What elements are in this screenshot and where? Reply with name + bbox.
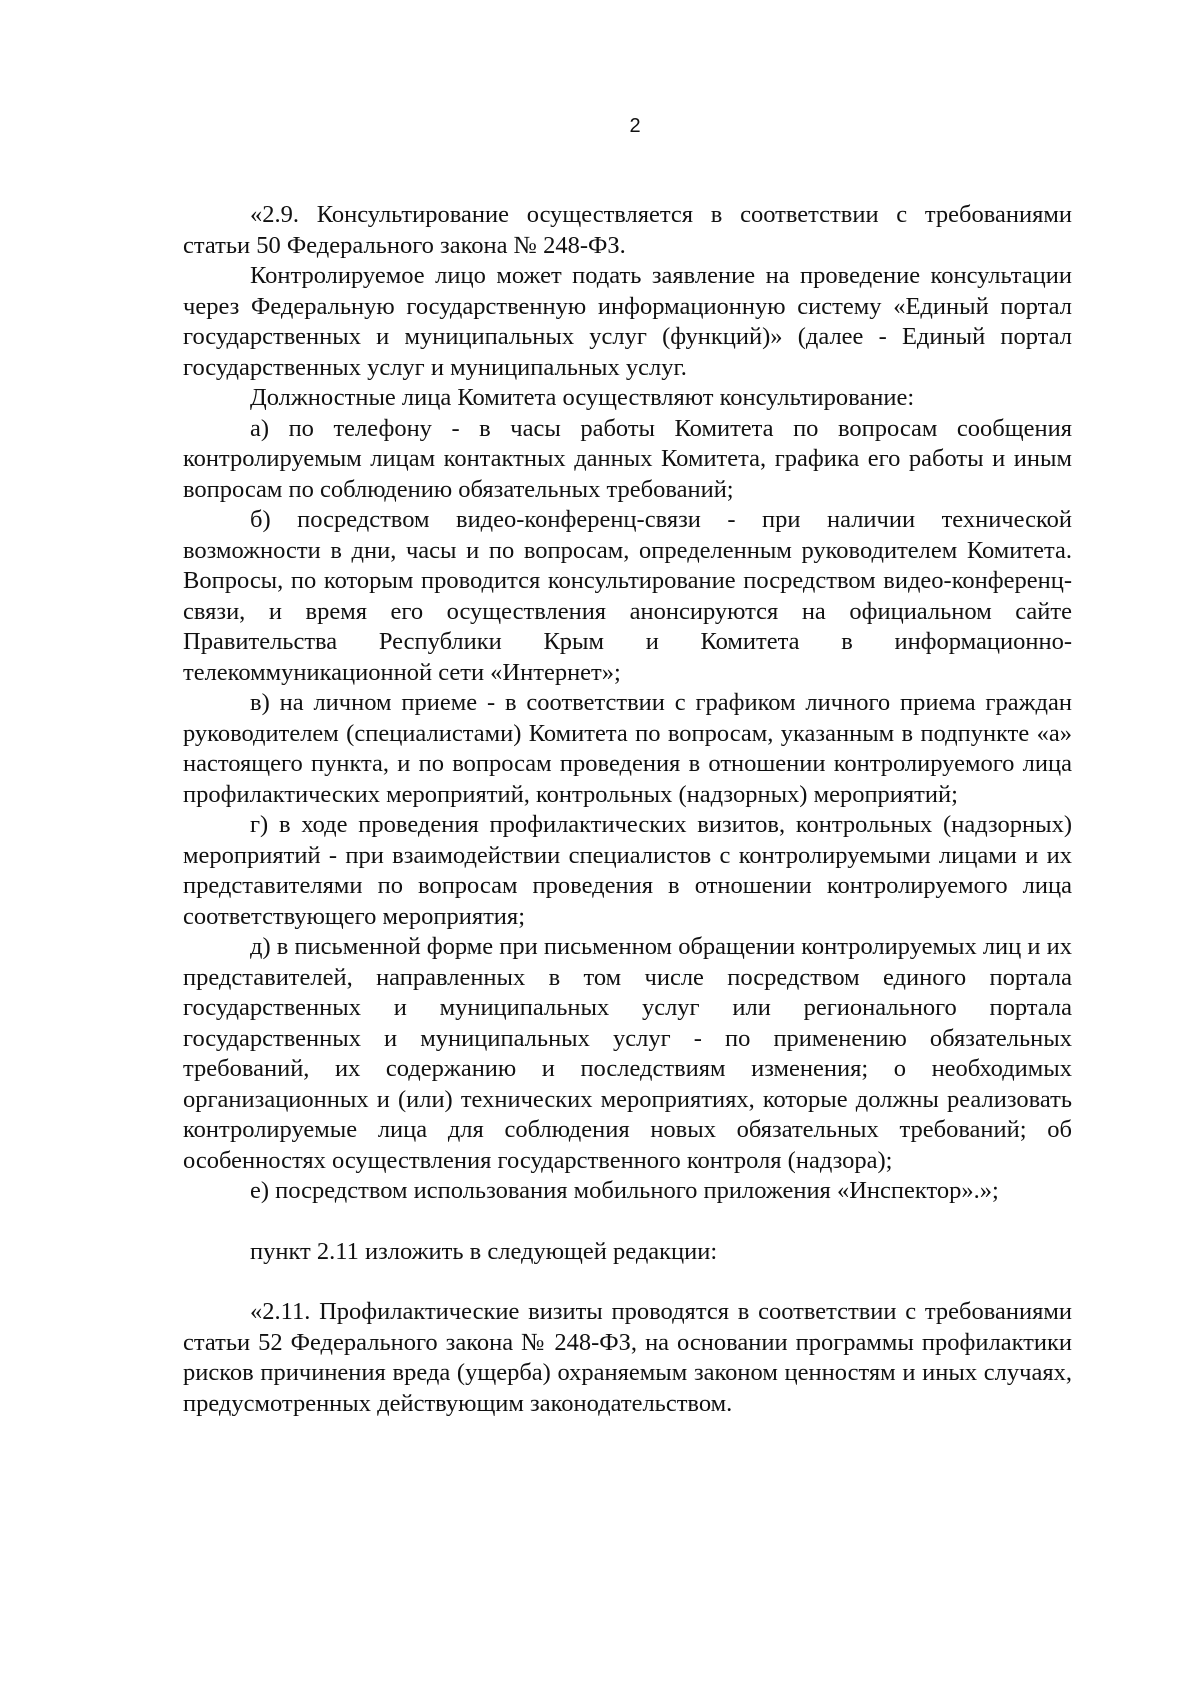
paragraph-2-11: «2.11. Профилактические визиты проводятся в соответствии с требованиями статьи 52 Федерального закона № 248-ФЗ, на основании программы профилактики рисков причинения вреда (ущерба) охраняемым законом ценностям и иных случаях, предусмотренных действующим законодательством.: [183, 1298, 1072, 1417]
paragraph-consultation-request: Контролируемое лицо может подать заявление на проведение консультации через Федеральную государственную информационную систему «Единый портал государственных и муниципальных услуг (функций)» (далее - Единый портал государственных услуг и муниципальных услуг.: [183, 262, 1072, 381]
list-item-d: д) в письменной форме при письменном обращении контролируемых лиц и их представителей, направленных в том числе посредством единого портала государственных и муниципальных услуг или регионального портала государственных и муниципальных услуг - по применению обязательных требований, их содержанию и последствиям изменения; о необходимых организационных и (или) технических мероприятиях, которые должны реализовать контролируемые лица для соблюдения новых обязательных требований; об особенностях осуществления государственного контроля (надзора);: [183, 933, 1073, 1174]
page-number: 2: [629, 115, 641, 137]
list-item-a: а) по телефону - в часы работы Комитета по вопросам сообщения контролируемым лицам контактных данных Комитета, графика его работы и иным вопросам по соблюдению обязательных требований;: [183, 414, 1072, 503]
list-item-b: б) посредством видео-конференц-связи - при наличии технической возможности в дни, часы и по вопросам, определенным руководителем Комитета. Вопросы, по которым проводится консультирование посредством видео-конференц-связи, и время его осуществления анонсируются на официальном сайте Правительства Республики Крым и Комитета в информационно-телекоммуникационной сети «Интернет»;: [183, 506, 1072, 686]
paragraph-amendment-2-11: пункт 2.11 изложить в следующей редакции:: [250, 1237, 718, 1265]
document-body: [183, 200, 1072, 1419]
list-item-g: г) в ходе проведения профилактических визитов, контрольных (надзорных) мероприятий - при взаимодействии специалистов с контролируемыми лицами и их представителями по вопросам проведения в отношении контролируемого лица соответствующего мероприятия;: [183, 811, 1072, 930]
paragraph-officials: Должностные лица Комитета осуществляют консультирование:: [250, 384, 915, 411]
list-item-e: е) посредством использования мобильного приложения «Инспектор».»;: [250, 1177, 999, 1204]
paragraph-2-9: «2.9. Консультирование осуществляется в соответствии с требованиями статьи 50 Федерального закона № 248-ФЗ.: [183, 201, 1072, 259]
list-item-v: в) на личном приеме - в соответствии с графиком личного приема граждан руководителем (специалистами) Комитета по вопросам, указанным в подпункте «а» настоящего пункта, и по вопросам проведения в отношении контролируемого лица профилактических мероприятий, контрольных (надзорных) мероприятий;: [183, 689, 1072, 808]
